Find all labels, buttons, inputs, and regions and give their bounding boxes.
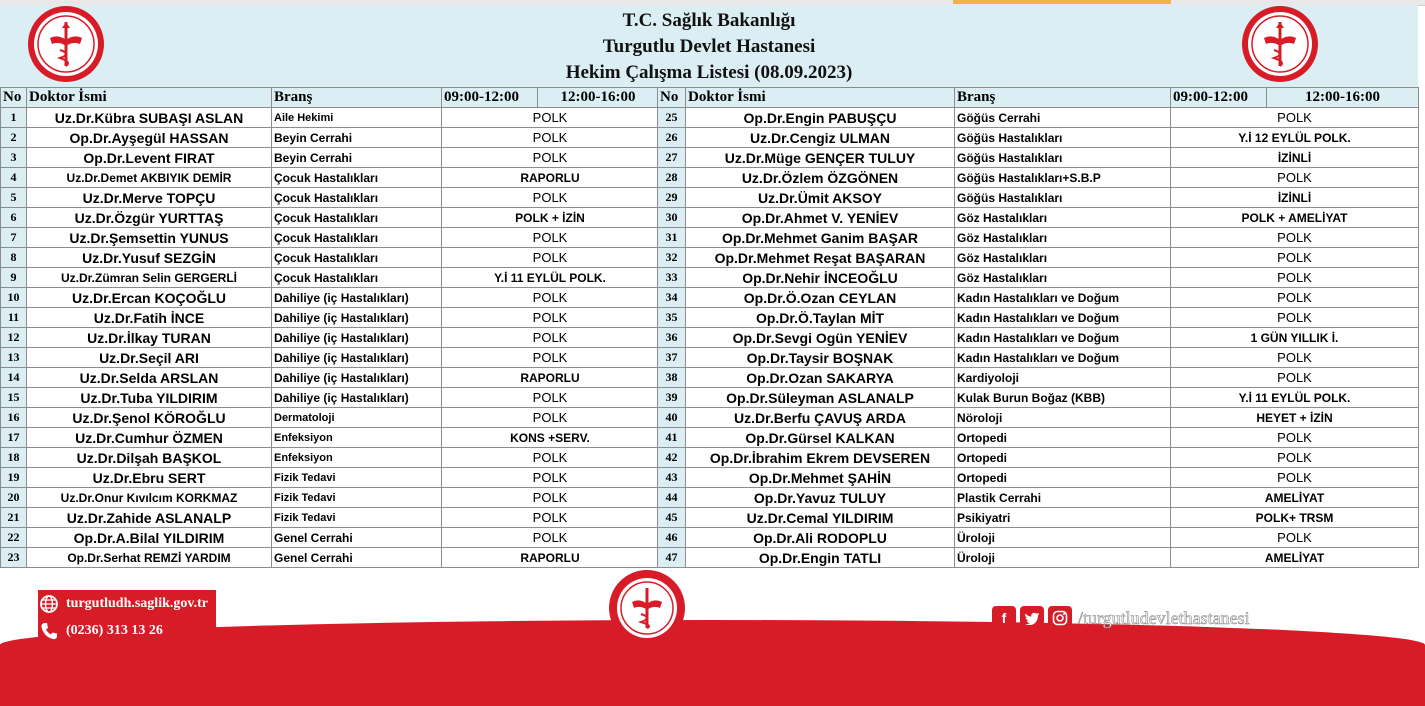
- doctor-name[interactable]: Uz.Dr.Cemal YILDIRIM: [686, 508, 955, 528]
- table-row: [1, 348, 659, 368]
- row-number[interactable]: 34: [658, 288, 686, 308]
- table-row: [1, 168, 659, 188]
- ministry-title: T.C. Sağlık Bakanlığı: [622, 10, 796, 31]
- doctor-name[interactable]: Op.Dr.İbrahim Ekrem DEVSEREN: [686, 448, 955, 468]
- table-row: [658, 268, 1419, 288]
- branch-name[interactable]: Kadın Hastalıkları ve Doğum: [955, 348, 1171, 368]
- shift-status[interactable]: POLK: [442, 528, 659, 548]
- branch-name[interactable]: Fizik Tedavi: [272, 488, 442, 508]
- table-row: [1, 108, 659, 128]
- branch-name[interactable]: Plastik Cerrahi: [955, 488, 1171, 508]
- table-row: [1, 448, 659, 468]
- branch-name[interactable]: Aile Hekimi: [272, 108, 442, 128]
- doctor-name[interactable]: Op.Dr.Ayşegül HASSAN: [27, 128, 272, 148]
- row-number[interactable]: 28: [658, 168, 686, 188]
- table-row: [1, 548, 659, 568]
- table-row: [1, 308, 659, 328]
- col-header-branch: Branş: [272, 88, 442, 108]
- doctor-name[interactable]: Op.Dr.Ö.Taylan MİT: [686, 308, 955, 328]
- col-header-branch: Branş: [955, 88, 1171, 108]
- row-number[interactable]: 19: [1, 468, 27, 488]
- branch-name[interactable]: Dahiliye (iç Hastalıkları): [272, 308, 442, 328]
- table-header-row: [658, 88, 1419, 108]
- doctor-name[interactable]: Op.Dr.Mehmet Reşat BAŞARAN: [686, 248, 955, 268]
- shift-status[interactable]: POLK: [1171, 108, 1419, 128]
- doctor-name[interactable]: Uz.Dr.Seçil ARI: [27, 348, 272, 368]
- table-row: [1, 228, 659, 248]
- shift-status[interactable]: POLK: [442, 128, 659, 148]
- hospital-title: Turgutlu Devlet Hastanesi: [602, 36, 816, 57]
- table-row: [1, 288, 659, 308]
- branch-name[interactable]: Göğüs Hastalıkları: [955, 148, 1171, 168]
- shift-status[interactable]: POLK: [1171, 168, 1419, 188]
- phone-number: (0236) 313 13 26: [66, 623, 163, 638]
- table-row: [658, 288, 1419, 308]
- row-number[interactable]: 46: [658, 528, 686, 548]
- doctor-name[interactable]: Uz.Dr.Cengiz ULMAN: [686, 128, 955, 148]
- branch-name[interactable]: Göğüs Cerrahi: [955, 108, 1171, 128]
- doctor-name[interactable]: Op.Dr.Sevgi Ogün YENİEV: [686, 328, 955, 348]
- branch-name[interactable]: Kadın Hastalıkları ve Doğum: [955, 288, 1171, 308]
- row-number[interactable]: 43: [658, 468, 686, 488]
- shift-status[interactable]: AMELİYAT: [1171, 548, 1419, 568]
- branch-name[interactable]: Göğüs Hastalıkları: [955, 188, 1171, 208]
- doctor-name[interactable]: Op.Dr.Engin TATLI: [686, 548, 955, 568]
- globe-icon: [38, 593, 60, 615]
- col-header-doctor: Doktor İsmi: [686, 88, 955, 108]
- shift-status[interactable]: POLK: [442, 468, 659, 488]
- shift-status[interactable]: POLK: [442, 248, 659, 268]
- shift-status[interactable]: POLK: [442, 488, 659, 508]
- table-row: [658, 208, 1419, 228]
- branch-name[interactable]: Dahiliye (iç Hastalıkları): [272, 288, 442, 308]
- doctor-name[interactable]: Uz.Dr.Ebru SERT: [27, 468, 272, 488]
- row-number[interactable]: 33: [658, 268, 686, 288]
- table-row: [658, 168, 1419, 188]
- shift-status[interactable]: POLK: [442, 108, 659, 128]
- row-number[interactable]: 15: [1, 388, 27, 408]
- col-header-no: No: [1, 88, 27, 108]
- branch-name[interactable]: Çocuk Hastalıkları: [272, 208, 442, 228]
- row-number[interactable]: 6: [1, 208, 27, 228]
- shift-status[interactable]: RAPORLU: [442, 548, 659, 568]
- row-number[interactable]: 11: [1, 308, 27, 328]
- branch-name[interactable]: Göğüs Hastalıkları+S.B.P: [955, 168, 1171, 188]
- shift-status[interactable]: POLK: [442, 188, 659, 208]
- shift-status[interactable]: POLK: [442, 388, 659, 408]
- doctor-name[interactable]: Uz.Dr.Fatih İNCE: [27, 308, 272, 328]
- doctor-name[interactable]: Uz.Dr.Şenol KÖROĞLU: [27, 408, 272, 428]
- shift-status[interactable]: POLK: [1171, 268, 1419, 288]
- branch-name[interactable]: Üroloji: [955, 528, 1171, 548]
- branch-name[interactable]: Psikiyatri: [955, 508, 1171, 528]
- row-number[interactable]: 12: [1, 328, 27, 348]
- col-header-pm: 12:00-16:00: [1267, 88, 1419, 108]
- doctor-name[interactable]: Op.Dr.Levent FIRAT: [27, 148, 272, 168]
- table-row: [1, 208, 659, 228]
- shift-status[interactable]: RAPORLU: [442, 168, 659, 188]
- shift-status[interactable]: RAPORLU: [442, 368, 659, 388]
- doctor-name[interactable]: Uz.Dr.İlkay TURAN: [27, 328, 272, 348]
- table-row: [1, 128, 659, 148]
- row-number[interactable]: 36: [658, 328, 686, 348]
- branch-name[interactable]: Kardiyoloji: [955, 368, 1171, 388]
- branch-name[interactable]: Çocuk Hastalıkları: [272, 228, 442, 248]
- row-number[interactable]: 17: [1, 428, 27, 448]
- website-row: [38, 591, 216, 617]
- table-row: [658, 468, 1419, 488]
- row-number[interactable]: 39: [658, 388, 686, 408]
- table-row: [1, 328, 659, 348]
- row-number[interactable]: 42: [658, 448, 686, 468]
- branch-name[interactable]: Ortopedi: [955, 468, 1171, 488]
- table-row: [1, 388, 659, 408]
- branch-name[interactable]: Genel Cerrahi: [272, 528, 442, 548]
- branch-name[interactable]: Göz Hastalıkları: [955, 208, 1171, 228]
- shift-status[interactable]: POLK: [442, 508, 659, 528]
- table-row: [658, 148, 1419, 168]
- row-number[interactable]: 13: [1, 348, 27, 368]
- shift-status[interactable]: POLK: [442, 348, 659, 368]
- table-row: [1, 428, 659, 448]
- row-number[interactable]: 44: [658, 488, 686, 508]
- row-number[interactable]: 23: [1, 548, 27, 568]
- table-row: [658, 508, 1419, 528]
- row-number[interactable]: 37: [658, 348, 686, 368]
- phone-row: [38, 618, 216, 644]
- row-number[interactable]: 25: [658, 108, 686, 128]
- table-row: [1, 508, 659, 528]
- doctor-name[interactable]: Uz.Dr.Müge GENÇER TULUY: [686, 148, 955, 168]
- shift-status[interactable]: POLK: [1171, 248, 1419, 268]
- branch-name[interactable]: Enfeksiyon: [272, 448, 442, 468]
- doctor-name[interactable]: Op.Dr.Taysir BOŞNAK: [686, 348, 955, 368]
- table-row: [1, 188, 659, 208]
- branch-name[interactable]: Göz Hastalıkları: [955, 268, 1171, 288]
- doctor-name[interactable]: Uz.Dr.Özlem ÖZGÖNEN: [686, 168, 955, 188]
- right-doctor-table: [657, 87, 1419, 568]
- branch-name[interactable]: Beyin Cerrahi: [272, 148, 442, 168]
- shift-status[interactable]: POLK: [442, 148, 659, 168]
- table-row: [658, 368, 1419, 388]
- shift-status[interactable]: POLK: [442, 308, 659, 328]
- table-row: [658, 108, 1419, 128]
- branch-name[interactable]: Nöroloji: [955, 408, 1171, 428]
- shift-status[interactable]: POLK: [1171, 348, 1419, 368]
- table-row: [658, 128, 1419, 148]
- row-number[interactable]: 38: [658, 368, 686, 388]
- instagram-icon[interactable]: [1048, 606, 1072, 630]
- row-number[interactable]: 32: [658, 248, 686, 268]
- doctor-name[interactable]: Uz.Dr.Demet AKBIYIK DEMİR: [27, 168, 272, 188]
- shift-status[interactable]: Y.İ 12 EYLÜL POLK.: [1171, 128, 1419, 148]
- doctor-name[interactable]: Uz.Dr.Selda ARSLAN: [27, 368, 272, 388]
- social-handle[interactable]: /turgutludevlethastanesi: [1078, 607, 1250, 628]
- doctor-name[interactable]: Op.Dr.Engin PABUŞÇU: [686, 108, 955, 128]
- shift-status[interactable]: POLK: [442, 288, 659, 308]
- branch-name[interactable]: Ortopedi: [955, 448, 1171, 468]
- branch-name[interactable]: Genel Cerrahi: [272, 548, 442, 568]
- branch-name[interactable]: Dahiliye (iç Hastalıkları): [272, 388, 442, 408]
- table-row: [1, 268, 659, 288]
- table-row: [658, 388, 1419, 408]
- shift-status[interactable]: POLK: [1171, 368, 1419, 388]
- shift-status[interactable]: POLK: [1171, 308, 1419, 328]
- col-header-doctor: Doktor İsmi: [27, 88, 272, 108]
- branch-name[interactable]: Dahiliye (iç Hastalıkları): [272, 368, 442, 388]
- shift-status[interactable]: POLK: [1171, 228, 1419, 248]
- table-row: [658, 428, 1419, 448]
- shift-status[interactable]: POLK: [1171, 288, 1419, 308]
- table-row: [658, 188, 1419, 208]
- row-number[interactable]: 1: [1, 108, 27, 128]
- row-number[interactable]: 5: [1, 188, 27, 208]
- website-link[interactable]: turgutludh.saglik.gov.tr: [66, 596, 208, 611]
- row-number[interactable]: 30: [658, 208, 686, 228]
- doctor-name[interactable]: Op.Dr.Nehir İNCEOĞLU: [686, 268, 955, 288]
- row-number[interactable]: 7: [1, 228, 27, 248]
- branch-name[interactable]: Beyin Cerrahi: [272, 128, 442, 148]
- ministry-logo-footer: [607, 568, 687, 648]
- table-row: [658, 488, 1419, 508]
- row-number[interactable]: 35: [658, 308, 686, 328]
- shift-status[interactable]: POLK: [442, 228, 659, 248]
- branch-name[interactable]: Fizik Tedavi: [272, 468, 442, 488]
- branch-name[interactable]: Kadın Hastalıkları ve Doğum: [955, 328, 1171, 348]
- row-number[interactable]: 9: [1, 268, 27, 288]
- shift-status[interactable]: POLK: [442, 448, 659, 468]
- row-number[interactable]: 47: [658, 548, 686, 568]
- shift-status[interactable]: POLK: [442, 408, 659, 428]
- doctor-name[interactable]: Op.Dr.Süleyman ASLANALP: [686, 388, 955, 408]
- row-number[interactable]: 16: [1, 408, 27, 428]
- left-doctor-table: [0, 87, 659, 568]
- table-row: [1, 368, 659, 388]
- table-row: [658, 448, 1419, 468]
- shift-status[interactable]: Y.İ 11 EYLÜL POLK.: [1171, 388, 1419, 408]
- doctor-name[interactable]: Uz.Dr.Cumhur ÖZMEN: [27, 428, 272, 448]
- doctor-name[interactable]: Op.Dr.Ali RODOPLU: [686, 528, 955, 548]
- branch-name[interactable]: Çocuk Hastalıkları: [272, 248, 442, 268]
- branch-name[interactable]: Dahiliye (iç Hastalıkları): [272, 328, 442, 348]
- ministry-logo-right: [1240, 4, 1320, 84]
- row-number[interactable]: 27: [658, 148, 686, 168]
- table-row: [1, 248, 659, 268]
- branch-name[interactable]: Fizik Tedavi: [272, 508, 442, 528]
- social-links: [992, 606, 1250, 630]
- doctor-name[interactable]: Uz.Dr.Merve TOPÇU: [27, 188, 272, 208]
- row-number[interactable]: 41: [658, 428, 686, 448]
- table-row: [658, 408, 1419, 428]
- branch-name[interactable]: Çocuk Hastalıkları: [272, 168, 442, 188]
- col-header-pm: 12:00-16:00: [538, 88, 659, 108]
- doctor-name[interactable]: Uz.Dr.Kübra SUBAŞI ASLAN: [27, 108, 272, 128]
- doctor-name[interactable]: Op.Dr.Mehmet ŞAHİN: [686, 468, 955, 488]
- table-row: [658, 548, 1419, 568]
- table-row: [1, 528, 659, 548]
- branch-name[interactable]: Çocuk Hastalıkları: [272, 268, 442, 288]
- doctor-name[interactable]: Op.Dr.A.Bilal YILDIRIM: [27, 528, 272, 548]
- doctor-name[interactable]: Op.Dr.Ahmet V. YENİEV: [686, 208, 955, 228]
- row-number[interactable]: 45: [658, 508, 686, 528]
- ministry-logo-left: [26, 4, 106, 84]
- shift-status[interactable]: HEYET + İZİN: [1171, 408, 1419, 428]
- shift-status[interactable]: İZİNLİ: [1171, 188, 1419, 208]
- doctor-name[interactable]: Uz.Dr.Ümit AKSOY: [686, 188, 955, 208]
- doctor-name[interactable]: Op.Dr.Ozan SAKARYA: [686, 368, 955, 388]
- doctor-name[interactable]: Op.Dr.Ö.Ozan CEYLAN: [686, 288, 955, 308]
- phone-icon: [38, 620, 60, 642]
- row-number[interactable]: 40: [658, 408, 686, 428]
- row-number[interactable]: 14: [1, 368, 27, 388]
- col-header-am: 09:00-12:00: [1171, 88, 1267, 108]
- shift-status[interactable]: POLK + İZİN: [442, 208, 659, 228]
- doctor-name[interactable]: Uz.Dr.Özgür YURTTAŞ: [27, 208, 272, 228]
- table-row: [658, 528, 1419, 548]
- row-number[interactable]: 3: [1, 148, 27, 168]
- table-row: [1, 468, 659, 488]
- list-title: Hekim Çalışma Listesi (08.09.2023): [565, 62, 853, 83]
- branch-name[interactable]: Kulak Burun Boğaz (KBB): [955, 388, 1171, 408]
- shift-status[interactable]: POLK: [1171, 428, 1419, 448]
- branch-name[interactable]: Kadın Hastalıkları ve Doğum: [955, 308, 1171, 328]
- twitter-icon[interactable]: [1020, 606, 1044, 630]
- shift-status[interactable]: POLK: [1171, 468, 1419, 488]
- table-row: [1, 148, 659, 168]
- contact-box: [38, 590, 216, 644]
- doctor-name[interactable]: Uz.Dr.Yusuf SEZGİN: [27, 248, 272, 268]
- row-number[interactable]: 8: [1, 248, 27, 268]
- branch-name[interactable]: Dermatoloji: [272, 408, 442, 428]
- table-row: [658, 248, 1419, 268]
- row-number[interactable]: 20: [1, 488, 27, 508]
- doctor-name[interactable]: Uz.Dr.Berfu ÇAVUŞ ARDA: [686, 408, 955, 428]
- row-number[interactable]: 22: [1, 528, 27, 548]
- shift-status[interactable]: POLK + AMELİYAT: [1171, 208, 1419, 228]
- col-header-no: No: [658, 88, 686, 108]
- doctor-name[interactable]: Uz.Dr.Şemsettin YUNUS: [27, 228, 272, 248]
- branch-name[interactable]: Enfeksiyon: [272, 428, 442, 448]
- shift-status[interactable]: POLK: [442, 328, 659, 348]
- table-row: [658, 348, 1419, 368]
- table-row: [658, 328, 1419, 348]
- branch-name[interactable]: Göğüs Hastalıkları: [955, 128, 1171, 148]
- document-header: [0, 5, 1418, 87]
- branch-name[interactable]: Çocuk Hastalıkları: [272, 188, 442, 208]
- row-number[interactable]: 4: [1, 168, 27, 188]
- table-row: [658, 308, 1419, 328]
- table-row: [658, 228, 1419, 248]
- row-number[interactable]: 21: [1, 508, 27, 528]
- branch-name[interactable]: Dahiliye (iç Hastalıkları): [272, 348, 442, 368]
- shift-status[interactable]: İZİNLİ: [1171, 148, 1419, 168]
- doctor-name[interactable]: Op.Dr.Mehmet Ganim BAŞAR: [686, 228, 955, 248]
- shift-status[interactable]: AMELİYAT: [1171, 488, 1419, 508]
- col-header-am: 09:00-12:00: [442, 88, 538, 108]
- row-number[interactable]: 18: [1, 448, 27, 468]
- doctor-name[interactable]: Uz.Dr.Dilşah BAŞKOL: [27, 448, 272, 468]
- doctor-name[interactable]: Op.Dr.Gürsel KALKAN: [686, 428, 955, 448]
- table-header-row: [1, 88, 659, 108]
- facebook-icon[interactable]: f: [992, 606, 1016, 630]
- shift-status[interactable]: KONS +SERV.: [442, 428, 659, 448]
- shift-status[interactable]: POLK: [1171, 448, 1419, 468]
- doctor-name[interactable]: Uz.Dr.Ercan KOÇOĞLU: [27, 288, 272, 308]
- selected-cell-indicator: [953, 0, 1171, 4]
- doctor-name[interactable]: Uz.Dr.Zümran Selin GERGERLİ: [27, 268, 272, 288]
- table-row: [1, 488, 659, 508]
- branch-name[interactable]: Göz Hastalıkları: [955, 228, 1171, 248]
- doctor-name[interactable]: Op.Dr.Serhat REMZİ YARDIM: [27, 548, 272, 568]
- doctor-name[interactable]: Uz.Dr.Tuba YILDIRIM: [27, 388, 272, 408]
- doctor-name[interactable]: Op.Dr.Yavuz TULUY: [686, 488, 955, 508]
- shift-status[interactable]: POLK: [1171, 528, 1419, 548]
- branch-name[interactable]: Ortopedi: [955, 428, 1171, 448]
- row-number[interactable]: 26: [658, 128, 686, 148]
- branch-name[interactable]: Göz Hastalıkları: [955, 248, 1171, 268]
- row-number[interactable]: 2: [1, 128, 27, 148]
- row-number[interactable]: 29: [658, 188, 686, 208]
- shift-status[interactable]: 1 GÜN YILLIK İ.: [1171, 328, 1419, 348]
- branch-name[interactable]: Üroloji: [955, 548, 1171, 568]
- shift-status[interactable]: POLK+ TRSM: [1171, 508, 1419, 528]
- doctor-name[interactable]: Uz.Dr.Onur Kıvılcım KORKMAZ: [27, 488, 272, 508]
- shift-status[interactable]: Y.İ 11 EYLÜL POLK.: [442, 268, 659, 288]
- row-number[interactable]: 31: [658, 228, 686, 248]
- doctor-name[interactable]: Uz.Dr.Zahide ASLANALP: [27, 508, 272, 528]
- table-row: [1, 408, 659, 428]
- row-number[interactable]: 10: [1, 288, 27, 308]
